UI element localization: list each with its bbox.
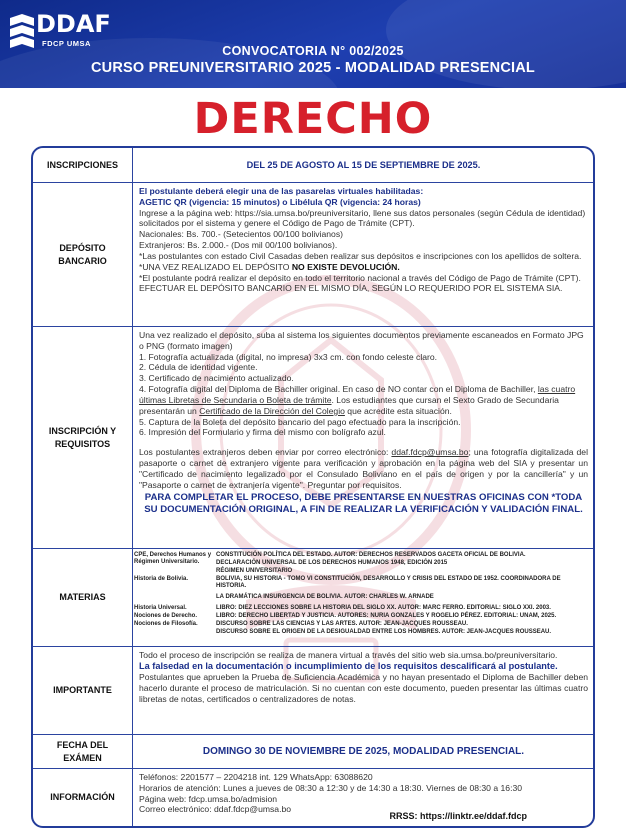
office-hours: Horarios de atención: Lunes a jueves de 08:30 a 12:30 y de 14:30 a 18:30. Viernes de 08:30 a 16:30 [139, 782, 523, 793]
row-label: INSCRIPCIÓN Y REQUISITOS [33, 327, 133, 548]
row-content [134, 148, 593, 182]
email-contact[interactable]: Correo electrónico: ddaf.fdcp@umsa.bo [139, 804, 292, 815]
subject-reference: LIBRO: DERECHO LIBERTAD Y JUSTICIA. AUTORES: NURIA GONZALES Y ROGELIO PÉREZ. EDITORIAL: UNAM, 2025. [216, 613, 557, 619]
email-link[interactable]: ddaf.fdcp@umsa.bo [391, 447, 469, 458]
row-label: FECHA DEL EXÁMEN [33, 735, 133, 768]
logo-subtext: FDCP UMSA [42, 39, 91, 48]
deposit-line-part: *UNA VEZ REALIZADO EL DEPÓSITO [139, 261, 292, 272]
falsification-warning: La falsedad en la documentación o incumplimiento de los requisitos descalificará al postulante. [139, 660, 558, 671]
requirement-underlined: las cuatro últimas Libretas de Secundaria o Boleta de trámite [139, 384, 576, 405]
deposit-line: *El postulante podrá realizar el depósito en todo el territorio nacional a través del Código de Pago de Trámite (CPT). [139, 272, 581, 283]
no-refund-text: NO EXISTE DEVOLUCIÓN. [291, 261, 400, 272]
row-content [134, 183, 593, 326]
website-link[interactable]: Página web: fdcp.umsa.bo/admision [139, 793, 278, 804]
subject-group-label: CPE, Derechos Humanos y Régimen Universitario. [134, 552, 212, 566]
requirement-text: que acredite esta situación. [344, 405, 452, 416]
row-inscripciones [33, 148, 593, 182]
row-label: MATERIAS [33, 549, 133, 646]
requirement-item: 6. Impresión del Formulario y firma del mismo con bolígrafo azul. [139, 427, 386, 438]
subject-reference: DISCURSO SOBRE LAS CIENCIAS Y LAS ARTES. AUTOR: JEAN-JACQUES ROUSSEAU. [216, 621, 468, 627]
subject-reference: LA DRAMÁTICA INSURGENCIA DE BOLIVIA. AUTOR: CHARLES W. ARNADE [216, 594, 434, 600]
info-table [31, 146, 595, 828]
row-content [134, 549, 593, 646]
important-note: Postulantes que aprueben la Prueba de Suficiencia Académica y no hayan presentado el Diploma de Bachiller deben hacerlo durante el proceso de matriculación. Si no cuentan con este documento, pueden presentar las últimas cuatro libretas de notas, certificados o centralizadores de notas. [139, 672, 588, 705]
requirement-item: 3. Certificado de nacimiento actualizado. [139, 373, 294, 384]
requirement-item: 1. Fotografía actualizada (digital, no impresa) 3x3 cm. con fondo celeste claro. [139, 351, 438, 362]
row-content [134, 327, 593, 548]
subject-reference: DISCURSO SOBRE EL ORIGEN DE LA DESIGUALDAD ENTRE LOS HOMBRES. AUTOR: JEAN-JACQUES ROUSSEAU. [216, 629, 552, 635]
important-note: Todo el proceso de inscripción se realiza de manera virtual a través del sitio web sia.umsa.bo/preuniversitario. [139, 650, 558, 660]
foreign-note-text: ; una fotografía digitalizada del pasaporte o carnet de extranjero vigente para verificación y aprobación en la página web del SIA y presentar un "Certificado de nacimiento legalizado por el Consulado Boliviano en el país de origen y por la cancillería" y un "Pasaporte o carnet de extranjería vigente". Preguntar por requisitos. [139, 447, 589, 490]
row-inscripcion-requisitos [33, 326, 593, 548]
row-content [134, 735, 593, 768]
row-fecha-examen [33, 734, 593, 768]
final-verification-notice: PARA COMPLETAR EL PROCESO, DEBE PRESENTARSE EN NUESTRAS OFICINAS CON *TODA SU DOCUMENTACIÓN ORIGINAL, A FIN DE REALIZAR LA VERIFICACIÓN Y VALIDACIÓN FINAL. [144, 491, 583, 515]
requirement-text: . Los estudiantes que cursan el Sexto Grado de Secundaria presentarán un [139, 394, 559, 416]
deposit-line: AGETIC QR (vigencia: 15 minutos) o Libélula QR (vigencia: 24 horas) [139, 196, 421, 207]
deposit-line [139, 262, 588, 273]
foreign-applicants-note [139, 447, 588, 490]
row-content [134, 647, 593, 734]
subject-group-label: Nociones de Filosofía. [134, 621, 198, 627]
requirement-text: 4. Fotografía digital del Diploma de Bachiller original. En caso de NO contar con el Diploma de Bachiller, [139, 384, 538, 395]
subject-reference: RÉGIMEN UNIVERSITARIO [216, 568, 293, 574]
row-deposito-bancario [33, 182, 593, 326]
deposit-line: Nacionales: Bs. 700.- (Setecientos 00/100 bolivianos) [139, 229, 343, 240]
page-title: DERECHO [193, 94, 433, 144]
deposit-line: Ingrese a la página web: https://sia.umsa.bo/preuniversitario, llene sus datos personales (según Cédula de identidad) solicitados por el sistema y genere el Código de Pago de Trámite (CPT). [139, 207, 586, 229]
subject-group-label: Historia de Bolivia. [134, 576, 189, 582]
row-materias [33, 548, 593, 646]
subject-group-label: Historia Universal. [134, 605, 187, 611]
deposit-line: Extranjeros: Bs. 2.000.- (Dos mil 00/100 bolivianos). [139, 240, 338, 251]
row-label: INSCRIPCIONES [33, 148, 133, 182]
row-importante [33, 646, 593, 734]
requirement-underlined: Certificado de la Dirección del Colegio [199, 405, 345, 416]
deposit-line: El postulante deberá elegir una de las pasarelas virtuales habilitadas: [139, 186, 424, 196]
inscription-dates: DEL 25 DE AGOSTO AL 15 DE SEPTIEMBRE DE 2025. [246, 159, 481, 170]
course-title: CURSO PREUNIVERSITARIO 2025 - MODALIDAD PRESENCIAL [91, 60, 535, 76]
requirement-item [139, 384, 588, 416]
exam-date: DOMINGO 30 DE NOVIEMBRE DE 2025, MODALIDAD PRESENCIAL. [202, 745, 525, 757]
logo-text: DDAF [36, 10, 111, 38]
requirement-item: 2. Cédula de identidad vigente. [139, 362, 258, 373]
convocatoria-number: CONVOCATORIA N° 002/2025 [222, 44, 404, 58]
subject-reference: LIBRO: DIEZ LECCIONES SOBRE LA HISTORIA DEL SIGLO XX. AUTOR: MARC FERRO. EDITORIAL: SIGLO XXI. 2003. [216, 605, 551, 611]
row-informacion [33, 768, 593, 826]
row-label: IMPORTANTE [33, 647, 133, 734]
row-content [134, 769, 593, 826]
subject-reference: BOLIVIA, SU HISTORIA - TOMO VI CONSTITUCIÓN, DESARROLLO Y CRISIS DEL ESTADO DE 1952. COORDINADORA DE HISTORIA. [216, 576, 561, 590]
social-link[interactable]: RRSS: https://linktr.ee/ddaf.fdcp [389, 810, 527, 821]
header-banner [0, 0, 626, 88]
contact-phones: Teléfonos: 2201577 – 2204218 int. 129 WhatsApp: 63088620 [139, 772, 373, 782]
subject-reference: CONSTITUCIÓN POLÍTICA DEL ESTADO. AUTOR: DERECHOS RESERVADOS GACETA OFICIAL DE BOLIVIA. [216, 552, 526, 558]
requirement-item: 5. Captura de la Boleta del depósito bancario del pago efectuado para la inscripción. [139, 416, 461, 427]
deposit-line: EFECTUAR EL DEPÓSITO BANCARIO EN EL MISMO DÍA, SEGÚN LO REQUERIDO POR EL SISTEMA SIA. [139, 283, 563, 294]
row-label: INFORMACIÓN [33, 769, 133, 826]
deposit-line: *Las postulantes con estado Civil Casadas deben realizar sus depósitos e inscripciones con los apellidos de soltera. [139, 250, 582, 261]
subject-group-label: Nociones de Derecho. [134, 613, 198, 619]
foreign-note-text: Los postulantes extranjeros deben enviar por correo electrónico: [139, 447, 392, 458]
subject-reference: DECLARACIÓN UNIVERSAL DE LOS DERECHOS HUMANOS 1948, EDICIÓN 2015 [216, 560, 448, 566]
requirements-intro: Una vez realizado el depósito, suba al sistema los siguientes documentos previamente escaneados en Formato JPG o PNG (formato imagen) [139, 330, 584, 351]
row-label: DEPÓSITO BANCARIO [33, 183, 133, 326]
